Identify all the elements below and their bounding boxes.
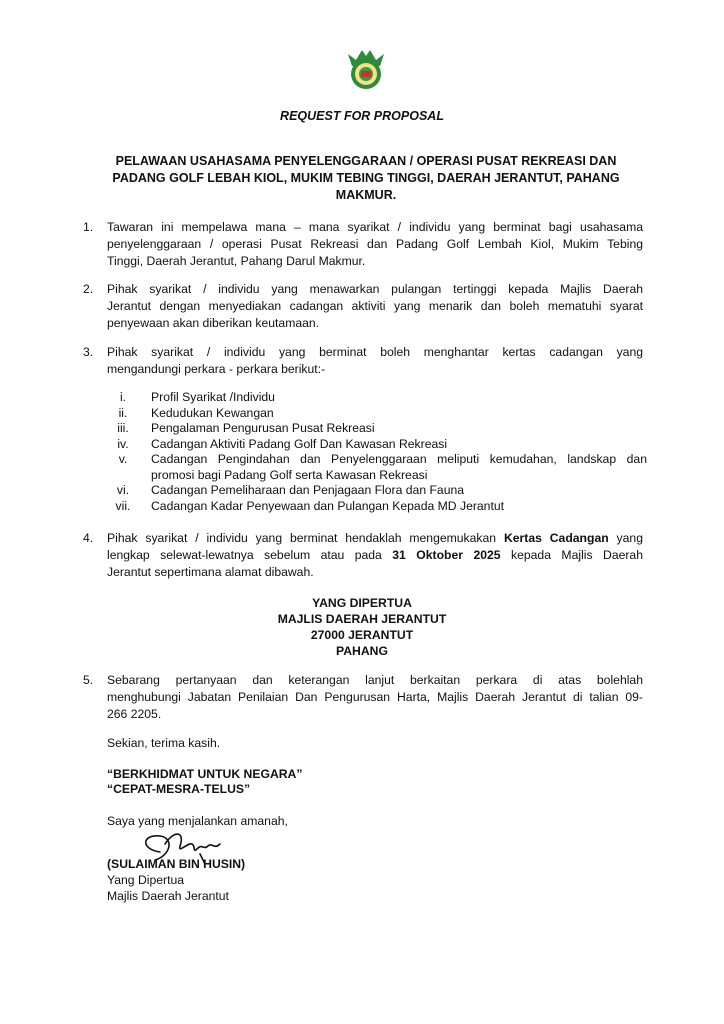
list-item [107,437,647,453]
item-number: 3. [83,345,94,359]
paragraph-1 [107,219,643,270]
list-item [107,406,647,422]
paragraph-line: Jerantut dengan menyediakan cadangan aktiviti yang menarik dan boleh mematuhi syarat [107,299,643,313]
subject-line: MAKMUR. [335,188,397,202]
requirements-list [107,390,647,514]
list-text: Cadangan Aktiviti Padang Golf Dan Kawasan Rekreasi [151,436,448,451]
list-numeral: vii. [115,498,131,513]
subject-line: PADANG GOLF LEBAH KIOL, MUKIM TEBING TINGGI, DAERAH JERANTUT, PAHANG [112,171,620,185]
majlis-daerah-jerantut-crest-icon [344,46,388,92]
paragraph-line: Tinggi, Daerah Jerantut, Pahang Darul Makmur. [107,254,366,268]
paragraph-2 [107,281,643,332]
list-numeral: v. [118,452,128,466]
paragraph-line: penyelenggaraan / operasi Pusat Rekreasi dan Padang Golf Lembah Kiol, Mukim Tebing [107,237,643,251]
paragraph-line: Pihak syarikat / individu yang menawarkan pulangan tertinggi kepada Majlis Daerah [107,282,643,296]
bold-text: Kertas Cadangan [503,531,609,545]
paragraph-line: mengandungi perkara - perkara berikut:- [107,362,326,376]
address-block [0,595,724,659]
item-number: 2. [83,282,94,296]
paragraph-5 [107,672,643,723]
paragraph-line [107,547,643,564]
subject-heading [92,153,640,204]
address-line: PAHANG [336,644,388,658]
address-line: 27000 JERANTUT [310,628,414,642]
signatory-organisation: Majlis Daerah Jerantut [107,889,229,903]
paragraph-line: menghubungi Jabatan Penilaian Dan Pengurusan Harta, Majlis Daerah Jerantut di talian 09- [107,690,643,704]
list-numeral: iii. [117,421,129,435]
list-text: Cadangan Pemeliharaan dan Penjagaan Flora dan Fauna [151,483,465,497]
list-text: Cadangan Pengindahan dan Penyelenggaraan meliputi kemudahan, landskap dan [151,452,647,466]
paragraph-line [107,530,643,547]
list-text: Kedudukan Kewangan [151,405,274,420]
list-text: promosi bagi Padang Golf serta Kawasan Rekreasi [151,467,428,482]
paragraph-line: penyewaan akan diberikan keutamaan. [107,316,320,330]
list-item [107,499,647,515]
list-item [107,452,647,483]
list-numeral: iv. [117,436,129,451]
closing-amanah: Saya yang menjalankan amanah, [107,814,288,828]
list-numeral: i. [119,390,127,404]
motto-line-1: “BERKHIDMAT UNTUK NEGARA” [107,767,303,781]
item-number: 5. [83,673,94,687]
deadline-date: 31 Oktober 2025 [392,548,501,562]
signatory-name: (SULAIMAN BIN HUSIN) [107,857,246,871]
paragraph-4 [107,530,643,581]
address-line: MAJLIS DAERAH JERANTUT [277,612,447,626]
list-text: Cadangan Kadar Penyewaan dan Pulangan Kepada MD Jerantut [151,498,505,513]
list-item [107,483,647,499]
signatory-position: Yang Dipertua [107,873,185,887]
motto-line-2: “CEPAT-MESRA-TELUS” [107,782,251,796]
paragraph-line: Pihak syarikat / individu yang berminat boleh menghantar kertas cadangan yang [107,345,643,359]
list-numeral: ii. [118,405,128,420]
text-run: Pihak syarikat / individu yang berminat hendaklah mengemukakan [107,531,504,545]
list-numeral: vi. [116,483,130,497]
list-text: Profil Syarikat /Individu [151,390,275,404]
list-item [107,390,647,406]
paragraph-line: Sebarang pertanyaan dan keterangan lanjut berkaitan perkara di atas bolehlah [107,673,643,687]
item-number: 1. [83,220,94,234]
closing-thanks: Sekian, terima kasih. [107,736,221,750]
list-item [107,421,647,437]
paragraph-3 [107,344,643,378]
subject-line: PELAWAAN USAHASAMA PENYELENGGARAAN / OPERASI PUSAT REKREASI DAN [115,154,617,168]
address-line: YANG DIPERTUA [312,596,412,610]
list-text: Pengalaman Pengurusan Pusat Rekreasi [151,421,375,435]
paragraph-line: 266 2205. [107,707,162,721]
paragraph-line: Tawaran ini mempelawa mana – mana syarikat / individu yang berminat bagi usahasama [107,220,643,234]
document-title: REQUEST FOR PROPOSAL [280,109,444,123]
text-run: kepada Majlis Daerah [500,548,643,562]
text-run: lengkap selewat-lewatnya sebelum atau pada [107,548,393,562]
paragraph-line: Jerantut sepertimana alamat dibawah. [107,565,314,579]
text-run: yang [608,531,643,545]
item-number: 4. [83,531,94,545]
